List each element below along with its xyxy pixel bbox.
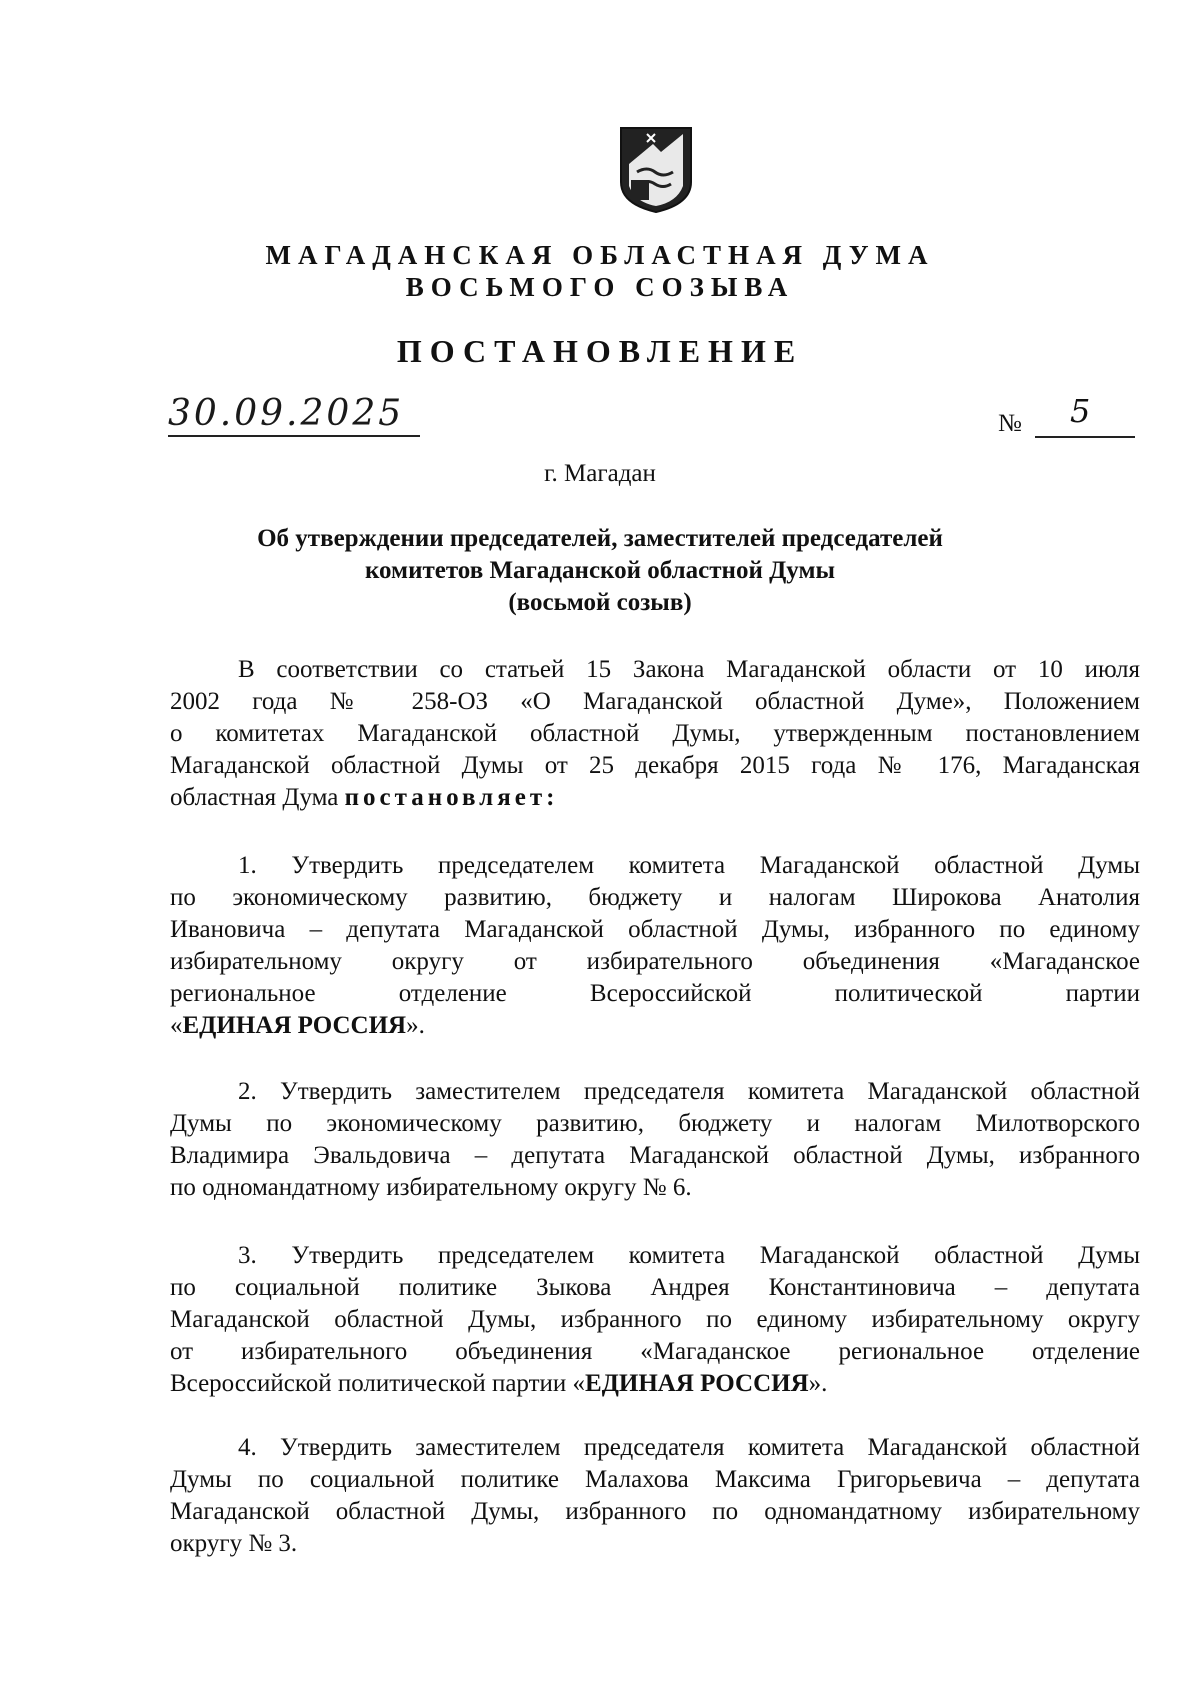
text-fragment: :: [546, 784, 555, 811]
text-line: [170, 782, 1140, 814]
text-fragment: «: [170, 1012, 183, 1039]
text-line: Думы по социальной политике Малахова Максима Григорьевича – депутата: [170, 1466, 1140, 1493]
text-line: 1. Утвердить председателем комитета Магаданской областной Думы: [238, 852, 1140, 879]
document-date: 30.09.2025: [168, 393, 420, 437]
text-line: [170, 1368, 1140, 1400]
preamble-paragraph: [170, 654, 1140, 814]
text-line: о комитетах Магаданской областной Думы, утвержденным постановлением: [170, 720, 1140, 747]
text-line: Ивановича – депутата Магаданской областной Думы, избранного по единому: [170, 916, 1140, 943]
text-line: Думы по экономическому развитию, бюджету и налогам Милотворского: [170, 1110, 1140, 1137]
text-line: от избирательного объединения «Магаданское региональное отделение: [170, 1338, 1140, 1365]
text-line: В соответствии со статьей 15 Закона Магаданской области от 10 июля: [238, 656, 1140, 683]
organization-name: МАГАДАНСКАЯ ОБЛАСТНАЯ ДУМА: [265, 240, 935, 270]
title-line: комитетов Магаданской областной Думы: [364, 557, 836, 584]
text-line: Магаданской областной Думы, избранного по единому избирательному округу: [170, 1306, 1140, 1333]
resolves-word: постановляет: [344, 784, 547, 811]
party-name: ЕДИНАЯ РОССИЯ: [182, 1012, 407, 1039]
item-paragraph-2: [170, 1076, 1140, 1204]
text-line: региональное отделение Всероссийской политической партии: [170, 980, 1140, 1007]
text-line: Магаданской областной Думы, избранного по одномандатному избирательному: [170, 1498, 1140, 1525]
party-name: ЕДИНАЯ РОССИЯ: [585, 1370, 809, 1397]
number-label: №: [998, 410, 1022, 437]
text-fragment: ».: [808, 1370, 828, 1397]
text-line: 4. Утвердить заместителем председателя комитета Магаданской областной: [238, 1434, 1140, 1461]
title-line: (восьмой созыв): [508, 589, 692, 616]
city: г. Магадан: [544, 460, 656, 487]
document-title: [0, 523, 1200, 619]
text-line: [170, 1010, 1140, 1042]
item-paragraph-3: [170, 1240, 1140, 1400]
document-type: ПОСТАНОВЛЕНИЕ: [396, 333, 804, 369]
text-fragment: ».: [406, 1012, 425, 1039]
coat-of-arms-emblem: [617, 124, 695, 214]
text-line: 2. Утвердить заместителем председателя комитета Магаданской областной: [238, 1078, 1140, 1105]
text-line: избирательному округу от избирательного объединения «Магаданское: [170, 948, 1140, 975]
text-line: Магаданской областной Думы от 25 декабря 2015 года № 176, Магаданская: [170, 752, 1140, 779]
text-line: по одномандатному избирательному округу № 6.: [170, 1174, 692, 1201]
text-line: 2002 года № 258-ОЗ «О Магаданской областной Думе», Положением: [170, 688, 1140, 715]
text-line: Владимира Эвальдовича – депутата Магаданской областной Думы, избранного: [170, 1142, 1140, 1169]
text-line: округу № 3.: [170, 1530, 298, 1557]
item-paragraph-4: [170, 1432, 1140, 1560]
convocation: ВОСЬМОГО СОЗЫВА: [405, 272, 795, 302]
text-line: по экономическому развитию, бюджету и налогам Широкова Анатолия: [170, 884, 1140, 911]
document-number: 5: [1070, 392, 1091, 430]
text-fragment: областная Дума: [170, 784, 345, 811]
text-line: 3. Утвердить председателем комитета Магаданской областной Думы: [238, 1242, 1140, 1269]
text-line: по социальной политике Зыкова Андрея Константиновича – депутата: [170, 1274, 1140, 1301]
title-line: Об утверждении председателей, заместителей председателей: [257, 525, 943, 552]
item-paragraph-1: [170, 850, 1140, 1042]
text-fragment: Всероссийской политической партии «: [170, 1370, 586, 1397]
